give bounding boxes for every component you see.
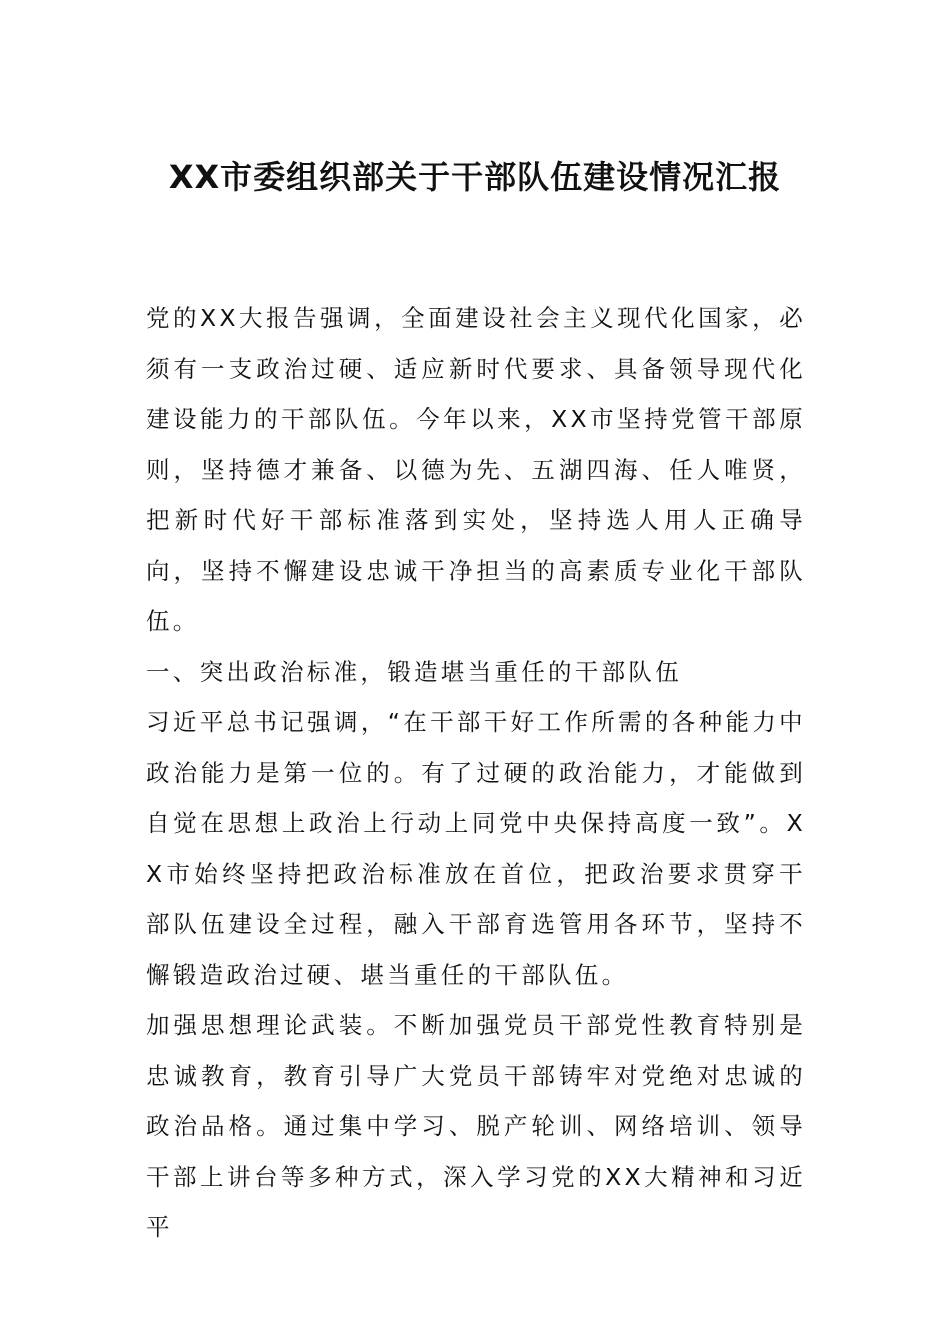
section-paragraph: 加强思想理论武装。不断加强党员干部党性教育特别是忠诚教育，教育引导广大党员干部铸牢对党绝对忠诚的政治品格。通过集中学习、脱产轮训、网络培训、领导干部上讲台等多种方式，深入学习党的XX大精神和习近平 <box>146 1011 806 1241</box>
section-paragraph: 习近平总书记强调，“在干部干好工作所需的各种能力中政治能力是第一位的。有了过硬的政治能力，才能做到自觉在思想上政治上行动上同党中央保持高度一致”。XX市始终坚持把政治标准放在首位，把政治要求贯穿干部队伍建设全过程，融入干部育选管用各环节，坚持不懈锻造政治过硬、堪当重任的干部队伍。 <box>146 708 806 989</box>
section-heading: 一、突出政治标准，锻造堪当重任的干部队伍 <box>146 657 682 686</box>
document-body <box>146 293 806 1253</box>
intro-paragraph: 党的XX大报告强调，全面建设社会主义现代化国家，必须有一支政治过硬、适应新时代要求、具备领导现代化建设能力的干部队伍。今年以来，XX市坚持党管干部原则，坚持德才兼备、以德为先、五湖四海、任人唯贤，把新时代好干部标准落到实处，坚持选人用人正确导向，坚持不懈建设忠诚干净担当的高素质专业化干部队伍。 <box>146 304 806 635</box>
document-title: XX市委组织部关于干部队伍建设情况汇报 <box>168 158 782 196</box>
